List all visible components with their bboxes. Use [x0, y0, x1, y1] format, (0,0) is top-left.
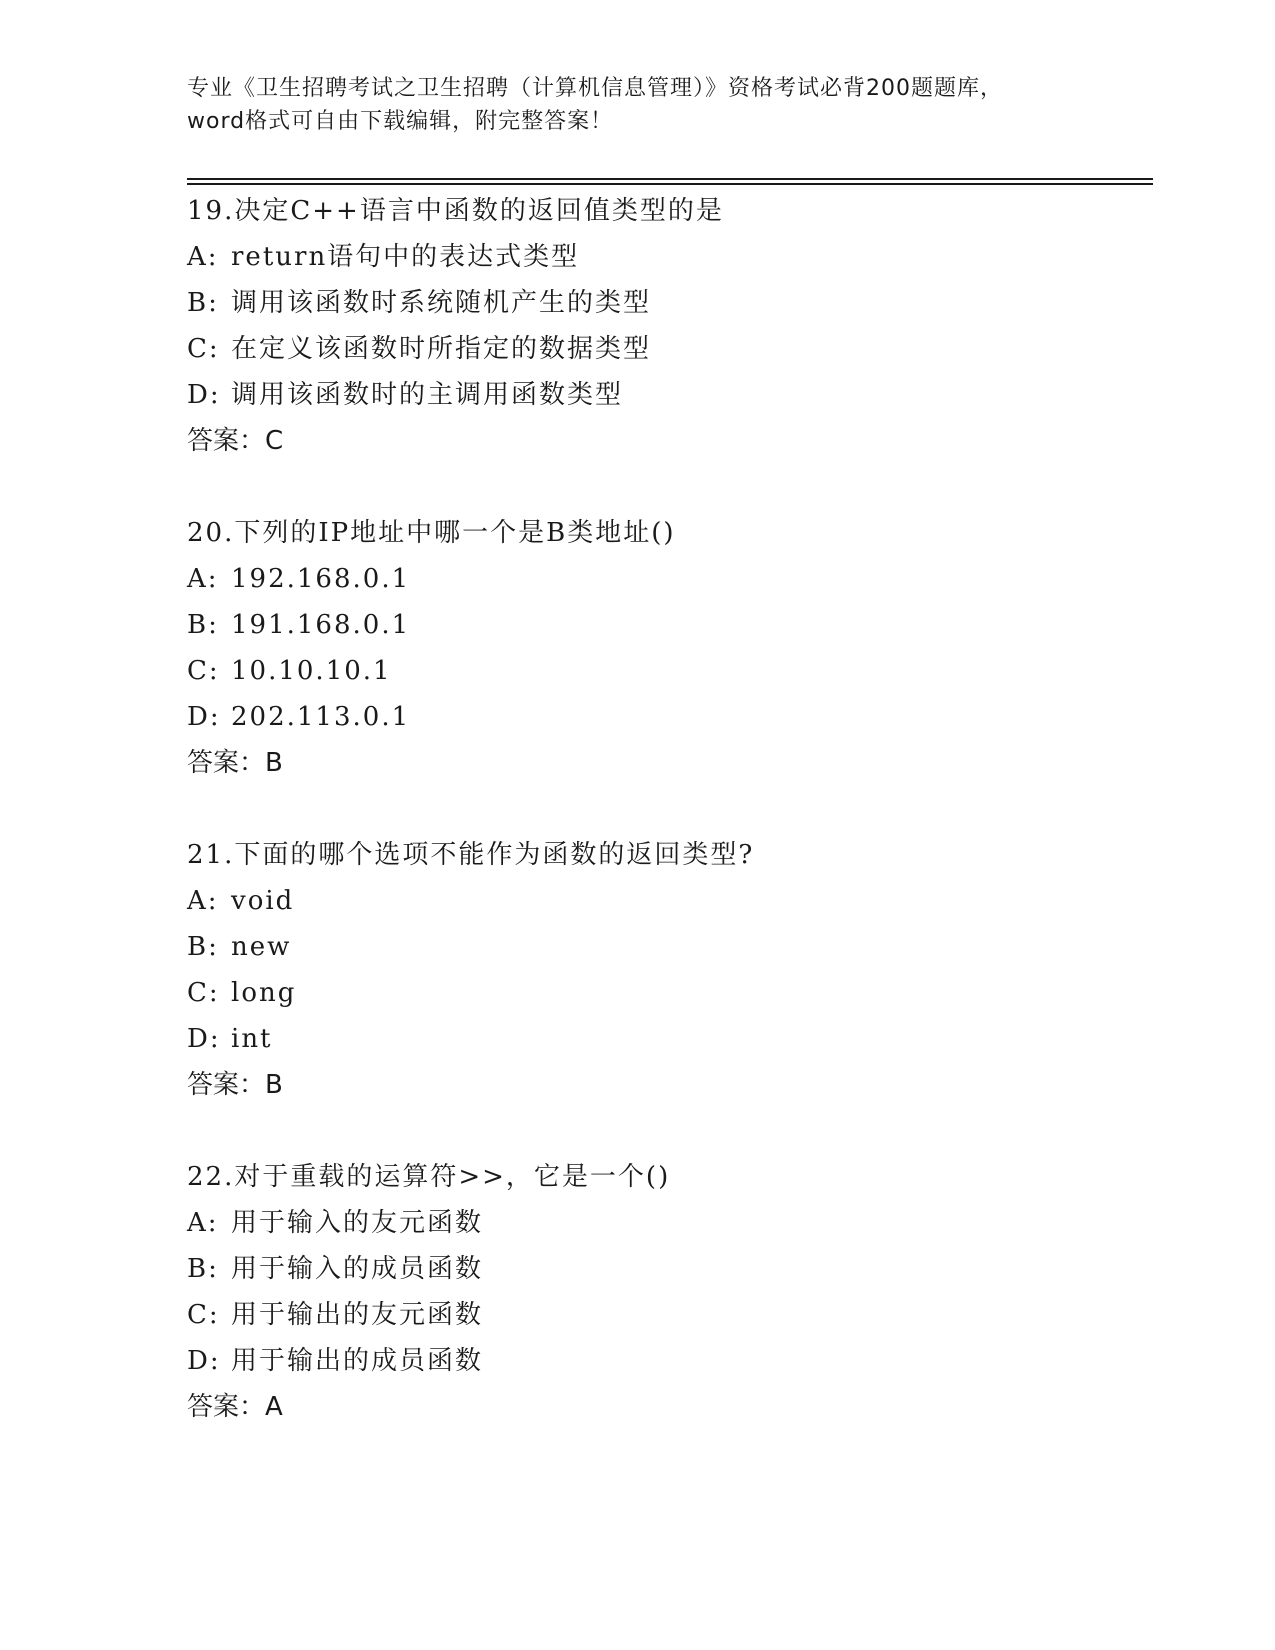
- option-key: D:: [187, 380, 221, 410]
- option-key: B:: [187, 1254, 219, 1284]
- option-b: [187, 280, 1147, 326]
- option-text: new: [231, 932, 292, 962]
- answer: 答案：C: [187, 426, 284, 456]
- option-key: C:: [187, 1300, 220, 1330]
- option-key: B:: [187, 932, 219, 962]
- option-text: return语句中的表达式类型: [231, 242, 580, 272]
- option-key: A:: [187, 1208, 219, 1238]
- option-d: [187, 372, 1147, 418]
- option-c: [187, 970, 1147, 1016]
- question-stem: 22.对于重载的运算符>>，它是一个(): [187, 1162, 671, 1192]
- question-stem: 21.下面的哪个选项不能作为函数的返回类型?: [187, 840, 755, 870]
- option-a: [187, 556, 1147, 602]
- option-text: 调用该函数时系统随机产生的类型: [231, 288, 652, 318]
- question-22: [187, 1154, 1147, 1430]
- header-divider-top: [187, 178, 1153, 180]
- option-text: 在定义该函数时所指定的数据类型: [231, 334, 652, 364]
- document-header: [187, 72, 1107, 138]
- option-text: 用于输入的成员函数: [231, 1254, 484, 1284]
- option-text: void: [231, 886, 295, 916]
- question-list: [187, 188, 1147, 1476]
- option-key: A:: [187, 242, 219, 272]
- option-text: 10.10.10.1: [231, 656, 392, 686]
- option-text: 192.168.0.1: [231, 564, 411, 594]
- option-key: B:: [187, 288, 219, 318]
- option-d: [187, 1338, 1147, 1384]
- option-key: D:: [187, 1346, 221, 1376]
- option-d: [187, 694, 1147, 740]
- option-key: C:: [187, 656, 220, 686]
- option-key: D:: [187, 702, 221, 732]
- option-text: 用于输出的成员函数: [231, 1346, 484, 1376]
- option-c: [187, 648, 1147, 694]
- option-key: C:: [187, 978, 220, 1008]
- option-key: C:: [187, 334, 220, 364]
- header-line-2: word格式可自由下载编辑，附完整答案！: [187, 109, 614, 134]
- question-19: [187, 188, 1147, 464]
- option-text: 202.113.0.1: [231, 702, 411, 732]
- question-stem: 19.决定C++语言中函数的返回值类型的是: [187, 196, 724, 226]
- option-text: 用于输入的友元函数: [231, 1208, 484, 1238]
- option-b: [187, 602, 1147, 648]
- question-21: [187, 832, 1147, 1108]
- option-c: [187, 326, 1147, 372]
- option-text: 191.168.0.1: [231, 610, 411, 640]
- option-text: 用于输出的友元函数: [231, 1300, 484, 1330]
- question-stem: 20.下列的IP地址中哪一个是B类地址(): [187, 518, 676, 548]
- option-b: [187, 1246, 1147, 1292]
- header-divider-bottom: [187, 183, 1153, 185]
- option-d: [187, 1016, 1147, 1062]
- option-b: [187, 924, 1147, 970]
- option-text: long: [231, 978, 297, 1008]
- option-key: A:: [187, 886, 219, 916]
- answer: 答案：A: [187, 1392, 283, 1422]
- option-a: [187, 1200, 1147, 1246]
- option-text: int: [231, 1024, 273, 1054]
- option-c: [187, 1292, 1147, 1338]
- option-key: B:: [187, 610, 219, 640]
- option-key: D:: [187, 1024, 221, 1054]
- header-line-1: 专业《卫生招聘考试之卫生招聘（计算机信息管理）》资格考试必背200题题库，: [187, 76, 1003, 101]
- question-20: [187, 510, 1147, 786]
- option-key: A:: [187, 564, 219, 594]
- option-a: [187, 878, 1147, 924]
- answer: 答案：B: [187, 1070, 283, 1100]
- option-a: [187, 234, 1147, 280]
- option-text: 调用该函数时的主调用函数类型: [231, 380, 624, 410]
- answer: 答案：B: [187, 748, 283, 778]
